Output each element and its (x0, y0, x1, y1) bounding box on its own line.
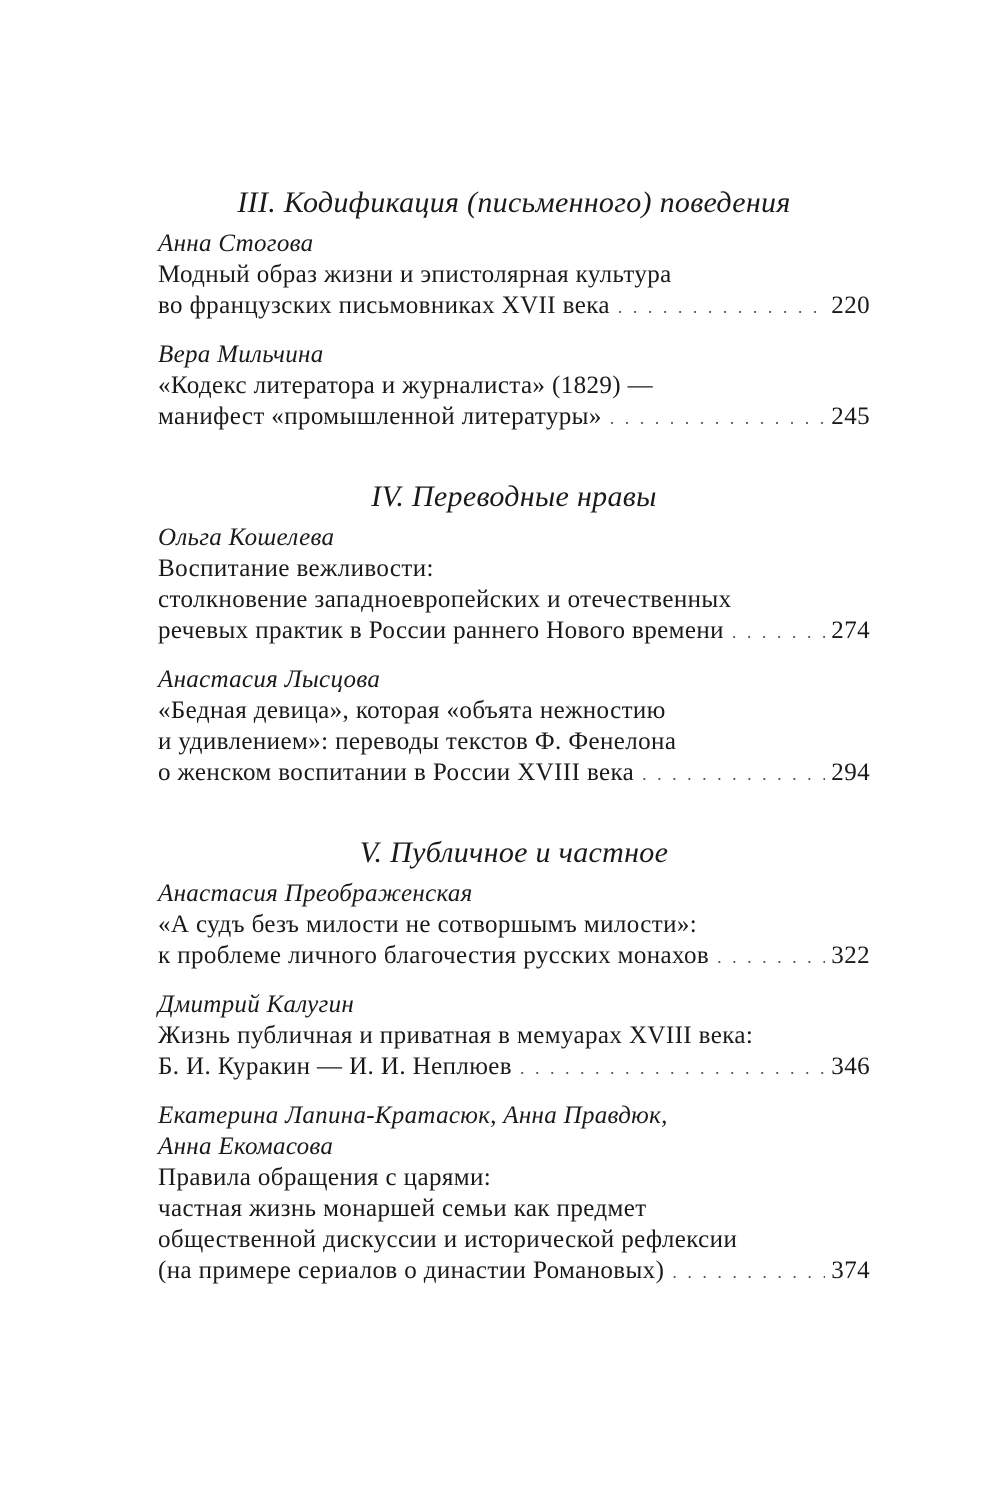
entry-title-line: манифест «промышленной литературы» (158, 403, 602, 430)
page-number: 294 (831, 759, 870, 786)
entry-title-line: «А судъ безъ милости не сотворшымъ милости»: (158, 911, 698, 938)
entry-title-line: «Кодекс литератора и журналиста» (1829) — (158, 372, 654, 399)
entry-title-line: к проблеме личного благочестия русских монахов (158, 942, 710, 969)
toc-entry[interactable] (158, 989, 870, 1084)
entry-title-line: Правила обращения с царями: (158, 1164, 492, 1191)
entry-title-line: (на примере сериалов о династии Романовых) (158, 1257, 665, 1284)
entry-author: Дмитрий Калугин (158, 991, 355, 1018)
dot-leader (610, 403, 826, 434)
toc-entry[interactable] (158, 878, 870, 973)
section-title: III. Кодификация (письменного) поведения (237, 186, 791, 219)
entry-author: Вера Мильчина (158, 341, 324, 368)
entry-title-line: «Бедная девица», которая «объята нежностию (158, 697, 666, 724)
dot-leader (520, 1053, 825, 1084)
entry-last-line (158, 1255, 870, 1288)
dot-leader (732, 617, 825, 648)
entry-title-line: речевых практик в России раннего Нового времени (158, 617, 724, 644)
entry-last-line (158, 290, 870, 323)
entry-last-line (158, 401, 870, 434)
page-number: 274 (831, 617, 870, 644)
dot-leader (717, 942, 825, 973)
entry-author: Екатерина Лапина-Кратасюк, Анна Правдюк, (158, 1102, 668, 1129)
dot-leader (672, 1257, 825, 1288)
entry-title-line: о женском воспитании в России XVIII века (158, 759, 635, 786)
entry-title-line: Модный образ жизни и эпистолярная культура (158, 261, 672, 288)
toc-section (158, 830, 870, 1288)
entry-last-line (158, 940, 870, 973)
dot-leader (642, 759, 825, 790)
toc-section (158, 180, 870, 434)
toc-entry[interactable] (158, 339, 870, 434)
table-of-contents (158, 180, 870, 1328)
entry-author: Анна Стогова (158, 230, 314, 257)
entry-title-line: во французских письмовниках XVII века (158, 292, 610, 319)
entry-author: Анна Екомасова (158, 1133, 334, 1160)
toc-entry[interactable] (158, 228, 870, 323)
entry-title-line: и удивлением»: переводы текстов Ф. Фенелона (158, 728, 677, 755)
page-number: 220 (831, 292, 870, 319)
page-number: 374 (831, 1257, 870, 1284)
toc-entry[interactable] (158, 1100, 870, 1288)
toc-entry[interactable] (158, 664, 870, 790)
entry-last-line (158, 615, 870, 648)
toc-section (158, 474, 870, 790)
entry-author: Ольга Кошелева (158, 524, 335, 551)
entry-title-line: Б. И. Куракин — И. И. Неплюев (158, 1053, 512, 1080)
section-title: V. Публичное и частное (359, 836, 669, 869)
entry-title-line: общественной дискуссии и исторической рефлексии (158, 1226, 738, 1253)
toc-entry[interactable] (158, 522, 870, 648)
section-title: IV. Переводные нравы (371, 480, 657, 513)
entry-author: Анастасия Лысцова (158, 666, 381, 693)
entry-last-line (158, 1051, 870, 1084)
entry-title-line: столкновение западноевропейских и отечественных (158, 586, 732, 613)
page-number: 346 (831, 1053, 870, 1080)
entry-author: Анастасия Преображенская (158, 880, 473, 907)
entry-title-line: Воспитание вежливости: (158, 555, 434, 582)
entry-title-line: частная жизнь монаршей семьи как предмет (158, 1195, 647, 1222)
page-number: 245 (831, 403, 870, 430)
entry-last-line (158, 757, 870, 790)
page-number: 322 (831, 942, 870, 969)
entry-title-line: Жизнь публичная и приватная в мемуарах XVIII века: (158, 1022, 754, 1049)
dot-leader (618, 292, 825, 323)
